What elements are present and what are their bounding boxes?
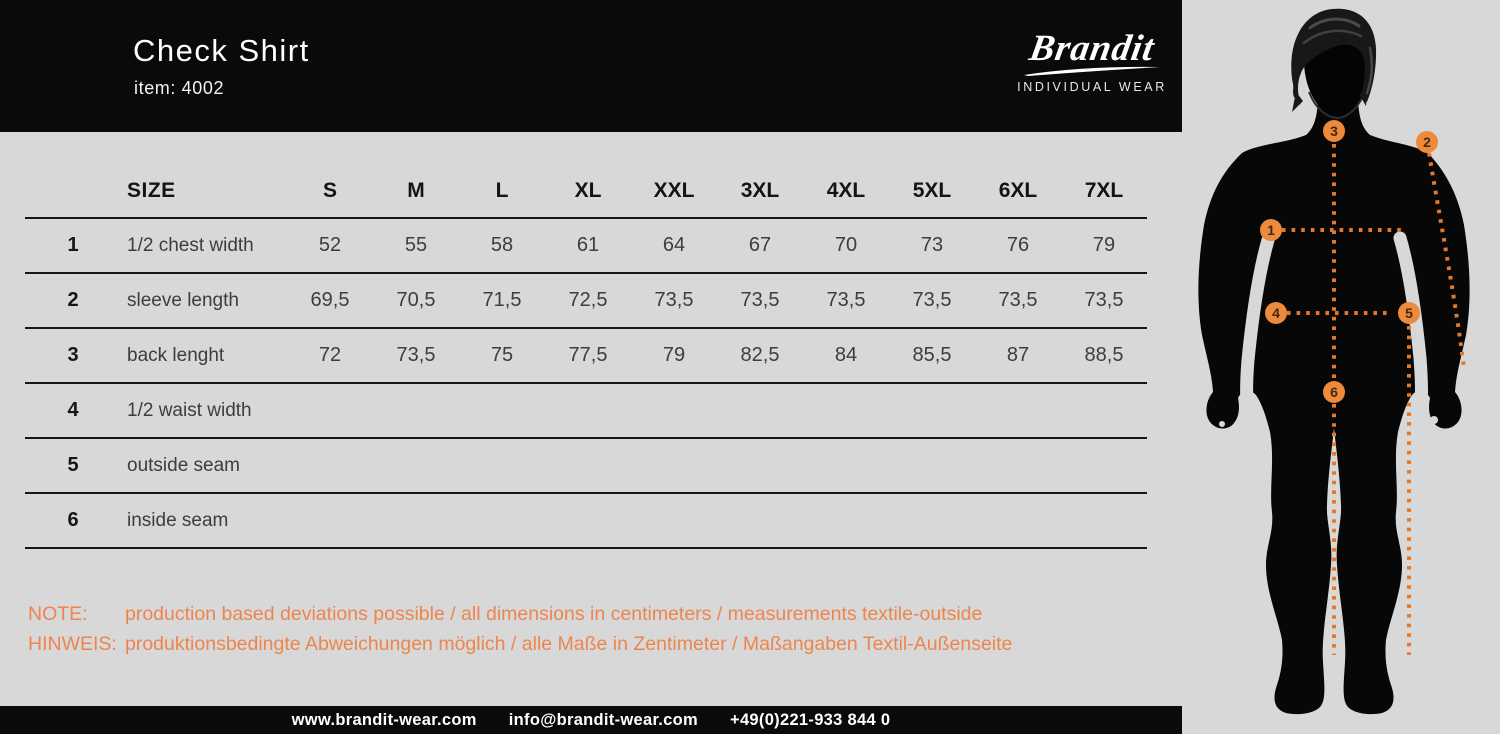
row-label: 1/2 chest width	[127, 234, 254, 256]
marker-1-number: 1	[1267, 222, 1275, 238]
cell-value: 72	[318, 344, 342, 366]
row-number: 5	[67, 454, 79, 476]
cell-value: 70,5	[396, 289, 436, 311]
cell-value: 76	[1006, 234, 1030, 256]
column-header-5xl: 5XL	[912, 178, 952, 202]
row-number: 4	[67, 399, 79, 421]
marker-2-number: 2	[1423, 134, 1431, 150]
row-number: 2	[67, 289, 79, 311]
table-row	[25, 274, 1147, 329]
marker-5-number: 5	[1405, 305, 1413, 321]
column-header-m: M	[407, 178, 425, 202]
size-table-header-row	[25, 164, 1147, 219]
footer-email-link[interactable]: info@brandit-wear.com	[508, 710, 699, 729]
cell-value: 73,5	[826, 289, 866, 311]
cell-value: 85,5	[912, 344, 952, 366]
column-header-xl: XL	[574, 178, 602, 202]
marker-4-number: 4	[1272, 305, 1280, 321]
row-label: back lenght	[127, 344, 225, 366]
column-header-s: S	[322, 178, 337, 202]
brand-logo-script: Brandit	[1026, 28, 1158, 69]
header-bar	[0, 0, 1182, 132]
note-label-en: NOTE:	[28, 603, 88, 625]
body-silhouette-illustration	[1182, 0, 1500, 734]
table-row	[25, 219, 1147, 274]
column-header-size: SIZE	[127, 178, 176, 202]
column-header-l: L	[495, 178, 509, 202]
column-header-3xl: 3XL	[740, 178, 780, 202]
note-text-en: production based deviations possible / all dimensions in centimeters / measurements textile-outside	[125, 603, 983, 625]
footer-phone: +49(0)221-933 844 0	[730, 710, 891, 729]
table-row	[25, 439, 1147, 494]
row-number: 1	[67, 234, 79, 256]
row-number: 3	[67, 344, 79, 366]
column-header-7xl: 7XL	[1084, 178, 1124, 202]
cell-value: 88,5	[1084, 344, 1124, 366]
cell-value: 73,5	[654, 289, 694, 311]
item-number: item: 4002	[134, 78, 225, 98]
cell-value: 72,5	[568, 289, 608, 311]
cell-value: 58	[490, 234, 514, 256]
cell-value: 73,5	[740, 289, 780, 311]
cell-value: 77,5	[568, 344, 608, 366]
table-row	[25, 329, 1147, 384]
brand-tagline: INDIVIDUAL WEAR	[1017, 80, 1167, 94]
cell-value: 73	[920, 234, 944, 256]
cell-value: 75	[490, 344, 514, 366]
row-label: sleeve length	[127, 289, 239, 311]
cell-value: 52	[318, 234, 342, 256]
column-header-xxl: XXL	[653, 178, 695, 202]
column-header-6xl: 6XL	[998, 178, 1038, 202]
cell-value: 73,5	[912, 289, 952, 311]
cell-value: 84	[834, 344, 858, 366]
size-table	[25, 164, 1147, 549]
note-text-de: produktionsbedingte Abweichungen möglich / alle Maße in Zentimeter / Maßangaben Textil-Außenseite	[125, 633, 1013, 655]
cell-value: 70	[834, 234, 858, 256]
row-label: outside seam	[127, 454, 241, 476]
row-number: 6	[67, 509, 79, 531]
cell-value: 69,5	[310, 289, 350, 311]
table-row	[25, 384, 1147, 439]
page-title: Check Shirt	[133, 33, 310, 68]
note-label-de: HINWEIS:	[28, 633, 117, 655]
measurement-figure-panel	[1182, 0, 1500, 734]
cell-value: 73,5	[396, 344, 436, 366]
cell-value: 79	[1092, 234, 1116, 256]
cell-value: 73,5	[1084, 289, 1124, 311]
row-label: inside seam	[127, 509, 229, 531]
marker-3-number: 3	[1330, 123, 1338, 139]
right-hand-notch	[1430, 416, 1438, 424]
column-header-4xl: 4XL	[826, 178, 866, 202]
notes-block	[28, 599, 1148, 659]
note-row-en	[28, 599, 1148, 629]
cell-value: 79	[662, 344, 686, 366]
marker-6-number: 6	[1330, 384, 1338, 400]
cell-value: 73,5	[998, 289, 1038, 311]
cell-value: 67	[748, 234, 772, 256]
cell-value: 82,5	[740, 344, 780, 366]
table-row	[25, 494, 1147, 549]
cell-value: 71,5	[482, 289, 522, 311]
left-hand-notch	[1219, 421, 1225, 427]
footer-bar	[0, 706, 1182, 734]
cell-value: 64	[662, 234, 686, 256]
cell-value: 55	[404, 234, 428, 256]
note-row-de	[28, 629, 1148, 659]
cell-value: 87	[1006, 344, 1030, 366]
cell-value: 61	[576, 234, 600, 256]
brand-logo	[1012, 30, 1172, 94]
row-label: 1/2 waist width	[127, 399, 252, 421]
footer-website-link[interactable]: www.brandit-wear.com	[291, 710, 477, 729]
